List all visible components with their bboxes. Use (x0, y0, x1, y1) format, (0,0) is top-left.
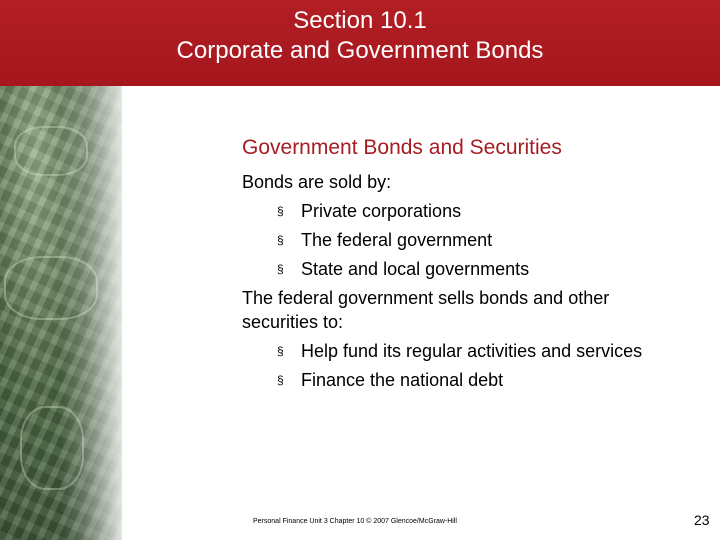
intro-bonds-sold-by: Bonds are sold by: (242, 172, 392, 192)
bullet-icon: § (277, 373, 284, 387)
slide-heading: Government Bonds and Securities (242, 136, 562, 159)
money-image-fade (60, 86, 122, 540)
list-item-text: Finance the national debt (301, 370, 504, 390)
list-item (277, 197, 672, 226)
section-subtitle: Corporate and Government Bonds (176, 37, 544, 64)
footer-credit: Personal Finance Unit 3 Chapter 10 © 2007 Glencoe/McGraw-Hill (253, 518, 457, 525)
list-item (277, 366, 672, 395)
list-item (277, 226, 672, 255)
page-number: 23 (694, 512, 710, 528)
purposes-list (242, 337, 672, 395)
list-item (277, 337, 672, 366)
sellers-list (242, 197, 672, 284)
bullet-icon: § (277, 262, 284, 276)
bullet-icon: § (277, 233, 284, 247)
list-item-text: Private corporations (301, 201, 462, 221)
section-title: Section 10.1 (293, 7, 427, 34)
list-item (277, 255, 672, 284)
list-item-text: The federal government (301, 230, 493, 250)
list-item-text: Help fund its regular activities and services (301, 341, 643, 361)
intro-federal-securities: The federal government sells bonds and other securities to: (242, 288, 610, 332)
list-item-text: State and local governments (301, 259, 530, 279)
slide-body (242, 168, 672, 395)
bullet-icon: § (277, 204, 284, 218)
bullet-icon: § (277, 344, 284, 358)
slide-header (0, 0, 720, 86)
